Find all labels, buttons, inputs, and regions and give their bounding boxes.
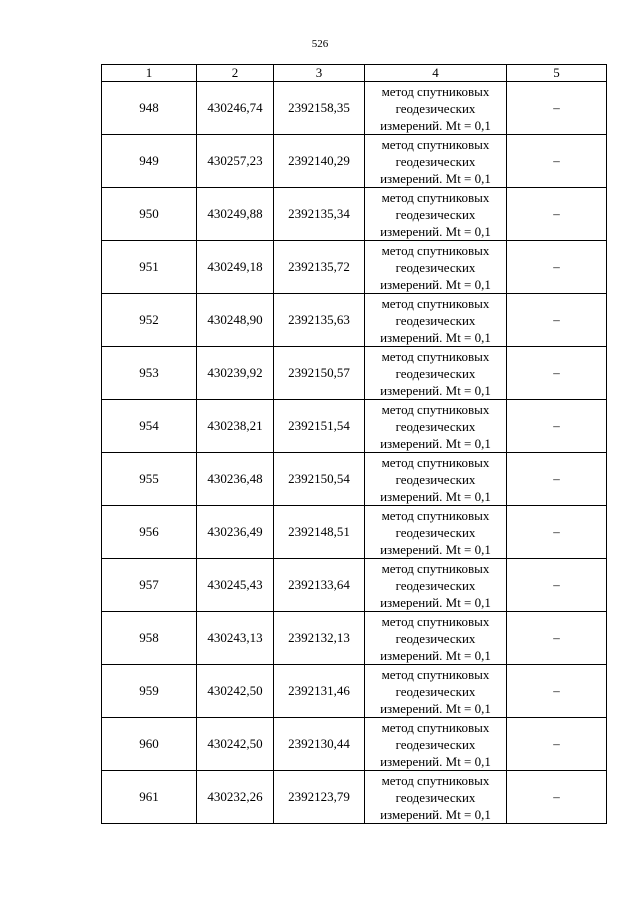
method-line: геодезических: [395, 100, 476, 116]
method-line: измерений. Mt = 0,1: [380, 594, 491, 610]
method-line: измерений. Mt = 0,1: [380, 223, 491, 239]
method-cell: [365, 135, 507, 188]
method-cell: [365, 559, 507, 612]
note-cell: –: [507, 771, 607, 824]
method-line: геодезических: [395, 683, 476, 699]
method-line: измерений. Mt = 0,1: [380, 488, 491, 504]
method-line: геодезических: [395, 365, 476, 381]
method-line: измерений. Mt = 0,1: [380, 382, 491, 398]
method-cell: [365, 665, 507, 718]
method-line: метод спутниковых: [381, 772, 490, 788]
point-number-cell: 948: [102, 82, 197, 135]
method-line: метод спутниковых: [381, 295, 490, 311]
method-line: измерений. Mt = 0,1: [380, 647, 491, 663]
y-coordinate-cell: 2392131,46: [274, 665, 365, 718]
note-cell: –: [507, 241, 607, 294]
note-cell: –: [507, 400, 607, 453]
point-number-cell: 958: [102, 612, 197, 665]
method-line: измерений. Mt = 0,1: [380, 435, 491, 451]
method-line: геодезических: [395, 789, 476, 805]
table-row: [102, 453, 607, 506]
note-cell: –: [507, 665, 607, 718]
note-cell: –: [507, 188, 607, 241]
method-line: геодезических: [395, 471, 476, 487]
note-cell: –: [507, 347, 607, 400]
table-row: [102, 400, 607, 453]
method-line: геодезических: [395, 630, 476, 646]
method-line: геодезических: [395, 577, 476, 593]
coordinates-table: [101, 64, 607, 824]
table-header-row: [102, 65, 607, 82]
y-coordinate-cell: 2392140,29: [274, 135, 365, 188]
page-number: 526: [311, 38, 329, 50]
method-line: метод спутниковых: [381, 560, 490, 576]
point-number-cell: 953: [102, 347, 197, 400]
table-row: [102, 241, 607, 294]
x-coordinate-cell: 430238,21: [197, 400, 274, 453]
method-cell: [365, 294, 507, 347]
y-coordinate-cell: 2392150,54: [274, 453, 365, 506]
method-cell: [365, 718, 507, 771]
x-coordinate-cell: 430245,43: [197, 559, 274, 612]
x-coordinate-cell: 430249,88: [197, 188, 274, 241]
table-row: [102, 506, 607, 559]
y-coordinate-cell: 2392135,63: [274, 294, 365, 347]
header-col-3: 3: [274, 65, 365, 82]
method-line: измерений. Mt = 0,1: [380, 117, 491, 133]
y-coordinate-cell: 2392135,72: [274, 241, 365, 294]
y-coordinate-cell: 2392148,51: [274, 506, 365, 559]
x-coordinate-cell: 430257,23: [197, 135, 274, 188]
method-line: геодезических: [395, 312, 476, 328]
y-coordinate-cell: 2392130,44: [274, 718, 365, 771]
note-cell: –: [507, 612, 607, 665]
point-number-cell: 960: [102, 718, 197, 771]
method-line: измерений. Mt = 0,1: [380, 753, 491, 769]
method-cell: [365, 400, 507, 453]
method-cell: [365, 506, 507, 559]
method-line: измерений. Mt = 0,1: [380, 806, 491, 822]
method-line: геодезических: [395, 153, 476, 169]
method-line: метод спутниковых: [381, 348, 490, 364]
point-number-cell: 961: [102, 771, 197, 824]
table-row: [102, 559, 607, 612]
note-cell: –: [507, 82, 607, 135]
x-coordinate-cell: 430242,50: [197, 718, 274, 771]
method-line: геодезических: [395, 418, 476, 434]
method-line: геодезических: [395, 524, 476, 540]
method-line: измерений. Mt = 0,1: [380, 276, 491, 292]
method-line: измерений. Mt = 0,1: [380, 170, 491, 186]
point-number-cell: 957: [102, 559, 197, 612]
method-line: метод спутниковых: [381, 454, 490, 470]
point-number-cell: 950: [102, 188, 197, 241]
y-coordinate-cell: 2392158,35: [274, 82, 365, 135]
point-number-cell: 949: [102, 135, 197, 188]
method-cell: [365, 188, 507, 241]
method-line: измерений. Mt = 0,1: [380, 329, 491, 345]
method-line: геодезических: [395, 259, 476, 275]
note-cell: –: [507, 453, 607, 506]
header-col-2: 2: [197, 65, 274, 82]
method-line: метод спутниковых: [381, 507, 490, 523]
method-line: метод спутниковых: [381, 666, 490, 682]
method-line: метод спутниковых: [381, 613, 490, 629]
method-line: метод спутниковых: [381, 83, 490, 99]
method-line: измерений. Mt = 0,1: [380, 541, 491, 557]
method-line: геодезических: [395, 206, 476, 222]
point-number-cell: 955: [102, 453, 197, 506]
x-coordinate-cell: 430236,49: [197, 506, 274, 559]
method-cell: [365, 241, 507, 294]
x-coordinate-cell: 430243,13: [197, 612, 274, 665]
note-cell: –: [507, 294, 607, 347]
method-line: измерений. Mt = 0,1: [380, 700, 491, 716]
table-row: [102, 612, 607, 665]
note-cell: –: [507, 506, 607, 559]
table-row: [102, 718, 607, 771]
table-body: [102, 82, 607, 824]
method-line: метод спутниковых: [381, 401, 490, 417]
table-row: [102, 135, 607, 188]
y-coordinate-cell: 2392132,13: [274, 612, 365, 665]
method-line: метод спутниковых: [381, 719, 490, 735]
point-number-cell: 959: [102, 665, 197, 718]
method-line: геодезических: [395, 736, 476, 752]
method-cell: [365, 347, 507, 400]
method-cell: [365, 453, 507, 506]
x-coordinate-cell: 430239,92: [197, 347, 274, 400]
method-cell: [365, 612, 507, 665]
x-coordinate-cell: 430246,74: [197, 82, 274, 135]
x-coordinate-cell: 430232,26: [197, 771, 274, 824]
y-coordinate-cell: 2392135,34: [274, 188, 365, 241]
x-coordinate-cell: 430242,50: [197, 665, 274, 718]
header-col-5: 5: [507, 65, 607, 82]
note-cell: –: [507, 135, 607, 188]
note-cell: –: [507, 559, 607, 612]
point-number-cell: 956: [102, 506, 197, 559]
table-row: [102, 665, 607, 718]
x-coordinate-cell: 430236,48: [197, 453, 274, 506]
table-row: [102, 82, 607, 135]
point-number-cell: 954: [102, 400, 197, 453]
header-col-1: 1: [102, 65, 197, 82]
y-coordinate-cell: 2392151,54: [274, 400, 365, 453]
y-coordinate-cell: 2392133,64: [274, 559, 365, 612]
header-col-4: 4: [365, 65, 507, 82]
method-cell: [365, 82, 507, 135]
y-coordinate-cell: 2392123,79: [274, 771, 365, 824]
table-row: [102, 347, 607, 400]
method-line: метод спутниковых: [381, 189, 490, 205]
method-line: метод спутниковых: [381, 136, 490, 152]
y-coordinate-cell: 2392150,57: [274, 347, 365, 400]
x-coordinate-cell: 430248,90: [197, 294, 274, 347]
table-row: [102, 188, 607, 241]
table-row: [102, 294, 607, 347]
x-coordinate-cell: 430249,18: [197, 241, 274, 294]
point-number-cell: 951: [102, 241, 197, 294]
method-cell: [365, 771, 507, 824]
note-cell: –: [507, 718, 607, 771]
method-line: метод спутниковых: [381, 242, 490, 258]
table-row: [102, 771, 607, 824]
point-number-cell: 952: [102, 294, 197, 347]
